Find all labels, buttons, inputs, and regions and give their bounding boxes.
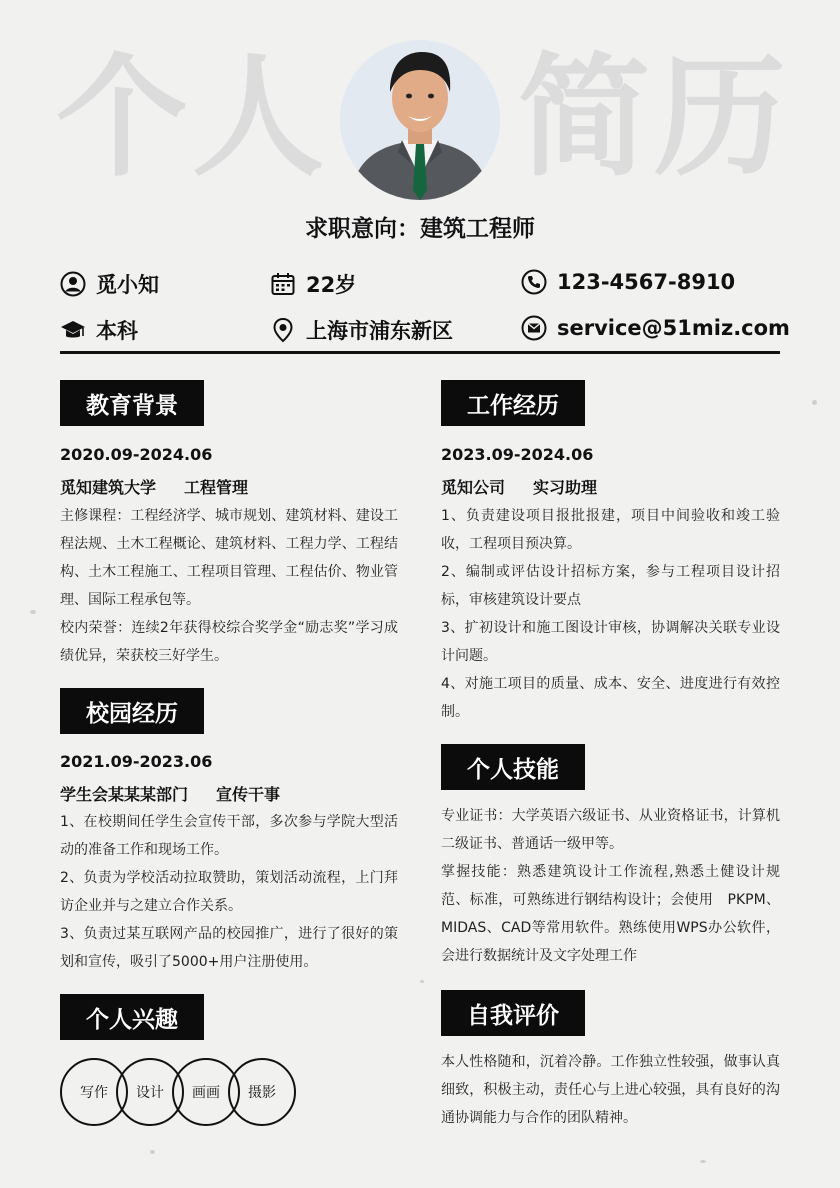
- paper-speck: [420, 980, 424, 983]
- calendar-icon: [270, 271, 296, 297]
- section-self-eval-title: 自我评价: [441, 990, 585, 1036]
- info-age: [270, 269, 356, 299]
- background-title-left: 个人: [56, 41, 328, 195]
- name-text: 觅小知: [96, 273, 159, 297]
- hobby-item: 画画: [172, 1058, 240, 1126]
- work-item: 3、扩初设计和施工图设计审核，协调解决关联专业设计问题。: [441, 620, 780, 664]
- phone-icon: [521, 269, 547, 295]
- hobby-item: 写作: [60, 1058, 128, 1126]
- paper-speck: [30, 610, 36, 614]
- mail-icon: [521, 315, 547, 341]
- phone-text: 123-4567-8910: [557, 270, 736, 294]
- work-position: 实习助理: [533, 478, 598, 497]
- header-divider: [60, 351, 780, 354]
- work-item: 1、负责建设项目报批报建，项目中间验收和竣工验收，工程项目预决算。: [441, 508, 780, 552]
- email-text: service@51miz.com: [557, 316, 790, 340]
- paper-speck: [700, 1160, 706, 1163]
- campus-org-role: [60, 782, 280, 805]
- work-date: 2023.09-2024.06: [441, 445, 594, 464]
- paper-speck: [812, 400, 817, 405]
- info-location: [270, 315, 453, 345]
- campus-org: 学生会某某某部门: [60, 785, 189, 804]
- campus-item: 2、负责为学校活动拉取赞助，策划活动流程，上门拜访企业并与之建立合作关系。: [60, 870, 398, 914]
- education-level-text: 本科: [96, 319, 138, 343]
- location-text: 上海市浦东新区: [306, 319, 453, 343]
- hobby-circles: [60, 1058, 300, 1126]
- education-honors: 校内荣誉：连续2年获得校综合奖学金“励志奖”学习成绩优异，荣获校三好学生。: [60, 620, 398, 664]
- hobby-item: 摄影: [228, 1058, 296, 1126]
- campus-role: 宣传干事: [216, 785, 281, 804]
- skills-abilities: 掌握技能：熟悉建筑设计工作流程,熟悉土健设计规范、标准，可熟练进行钢结构设计；会使用 PKPM、MIDAS、CAD等常用软件。熟练使用WPS办公软件，会进行数据统计及文字处理工作: [441, 864, 780, 964]
- campus-date: 2021.09-2023.06: [60, 752, 213, 771]
- info-email: [521, 315, 790, 341]
- education-major: 工程管理: [184, 478, 249, 497]
- work-item: 4、对施工项目的质量、成本、安全、进度进行有效控制。: [441, 676, 780, 720]
- hobby-item: 设计: [116, 1058, 184, 1126]
- background-title-right: 简历: [518, 41, 790, 195]
- education-courses: 主修课程：工程经济学、城市规划、建筑材料、建设工程法规、土木工程概论、建筑材料、工程力学、工程结构、土木工程施工、工程项目管理、工程估价、物业管理、国际工程承包等。: [60, 508, 398, 608]
- work-item: 2、编制或评估设计招标方案，参与工程项目设计招标，审核建筑设计要点: [441, 564, 780, 608]
- work-company: 觅知公司: [441, 478, 506, 497]
- age-text: 22岁: [306, 273, 357, 297]
- info-name: [60, 269, 159, 299]
- profile-photo: [340, 40, 500, 200]
- education-school: 觅知建筑大学: [60, 478, 157, 497]
- paper-speck: [150, 1150, 155, 1154]
- education-school-major: [60, 475, 248, 498]
- campus-item: 3、负责过某互联网产品的校园推广，进行了很好的策划和宣传，吸引了5000+用户注册使用。: [60, 926, 398, 970]
- job-objective: 求职意向：建筑工程师: [305, 216, 535, 242]
- location-pin-icon: [270, 317, 296, 343]
- section-education-title: 教育背景: [60, 380, 204, 426]
- user-icon: [60, 271, 86, 297]
- campus-item: 1、在校期间任学生会宣传干部，多次参与学院大型活动的准备工作和现场工作。: [60, 814, 398, 858]
- section-hobbies-title: 个人兴趣: [60, 994, 204, 1040]
- self-eval-text: 本人性格随和，沉着冷静。工作独立性较强，做事认真细致，积极主动，责任心与上进心较强，具有良好的沟通协调能力与合作的团队精神。: [441, 1054, 780, 1126]
- graduation-cap-icon: [60, 317, 86, 343]
- section-skills-title: 个人技能: [441, 744, 585, 790]
- work-company-position: [441, 475, 597, 498]
- info-phone: [521, 269, 735, 295]
- skills-certificates: 专业证书：大学英语六级证书、从业资格证书，计算机二级证书、普通话一级甲等。: [441, 808, 780, 852]
- section-work-title: 工作经历: [441, 380, 585, 426]
- info-education-level: [60, 315, 138, 345]
- education-date: 2020.09-2024.06: [60, 445, 213, 464]
- section-campus-title: 校园经历: [60, 688, 204, 734]
